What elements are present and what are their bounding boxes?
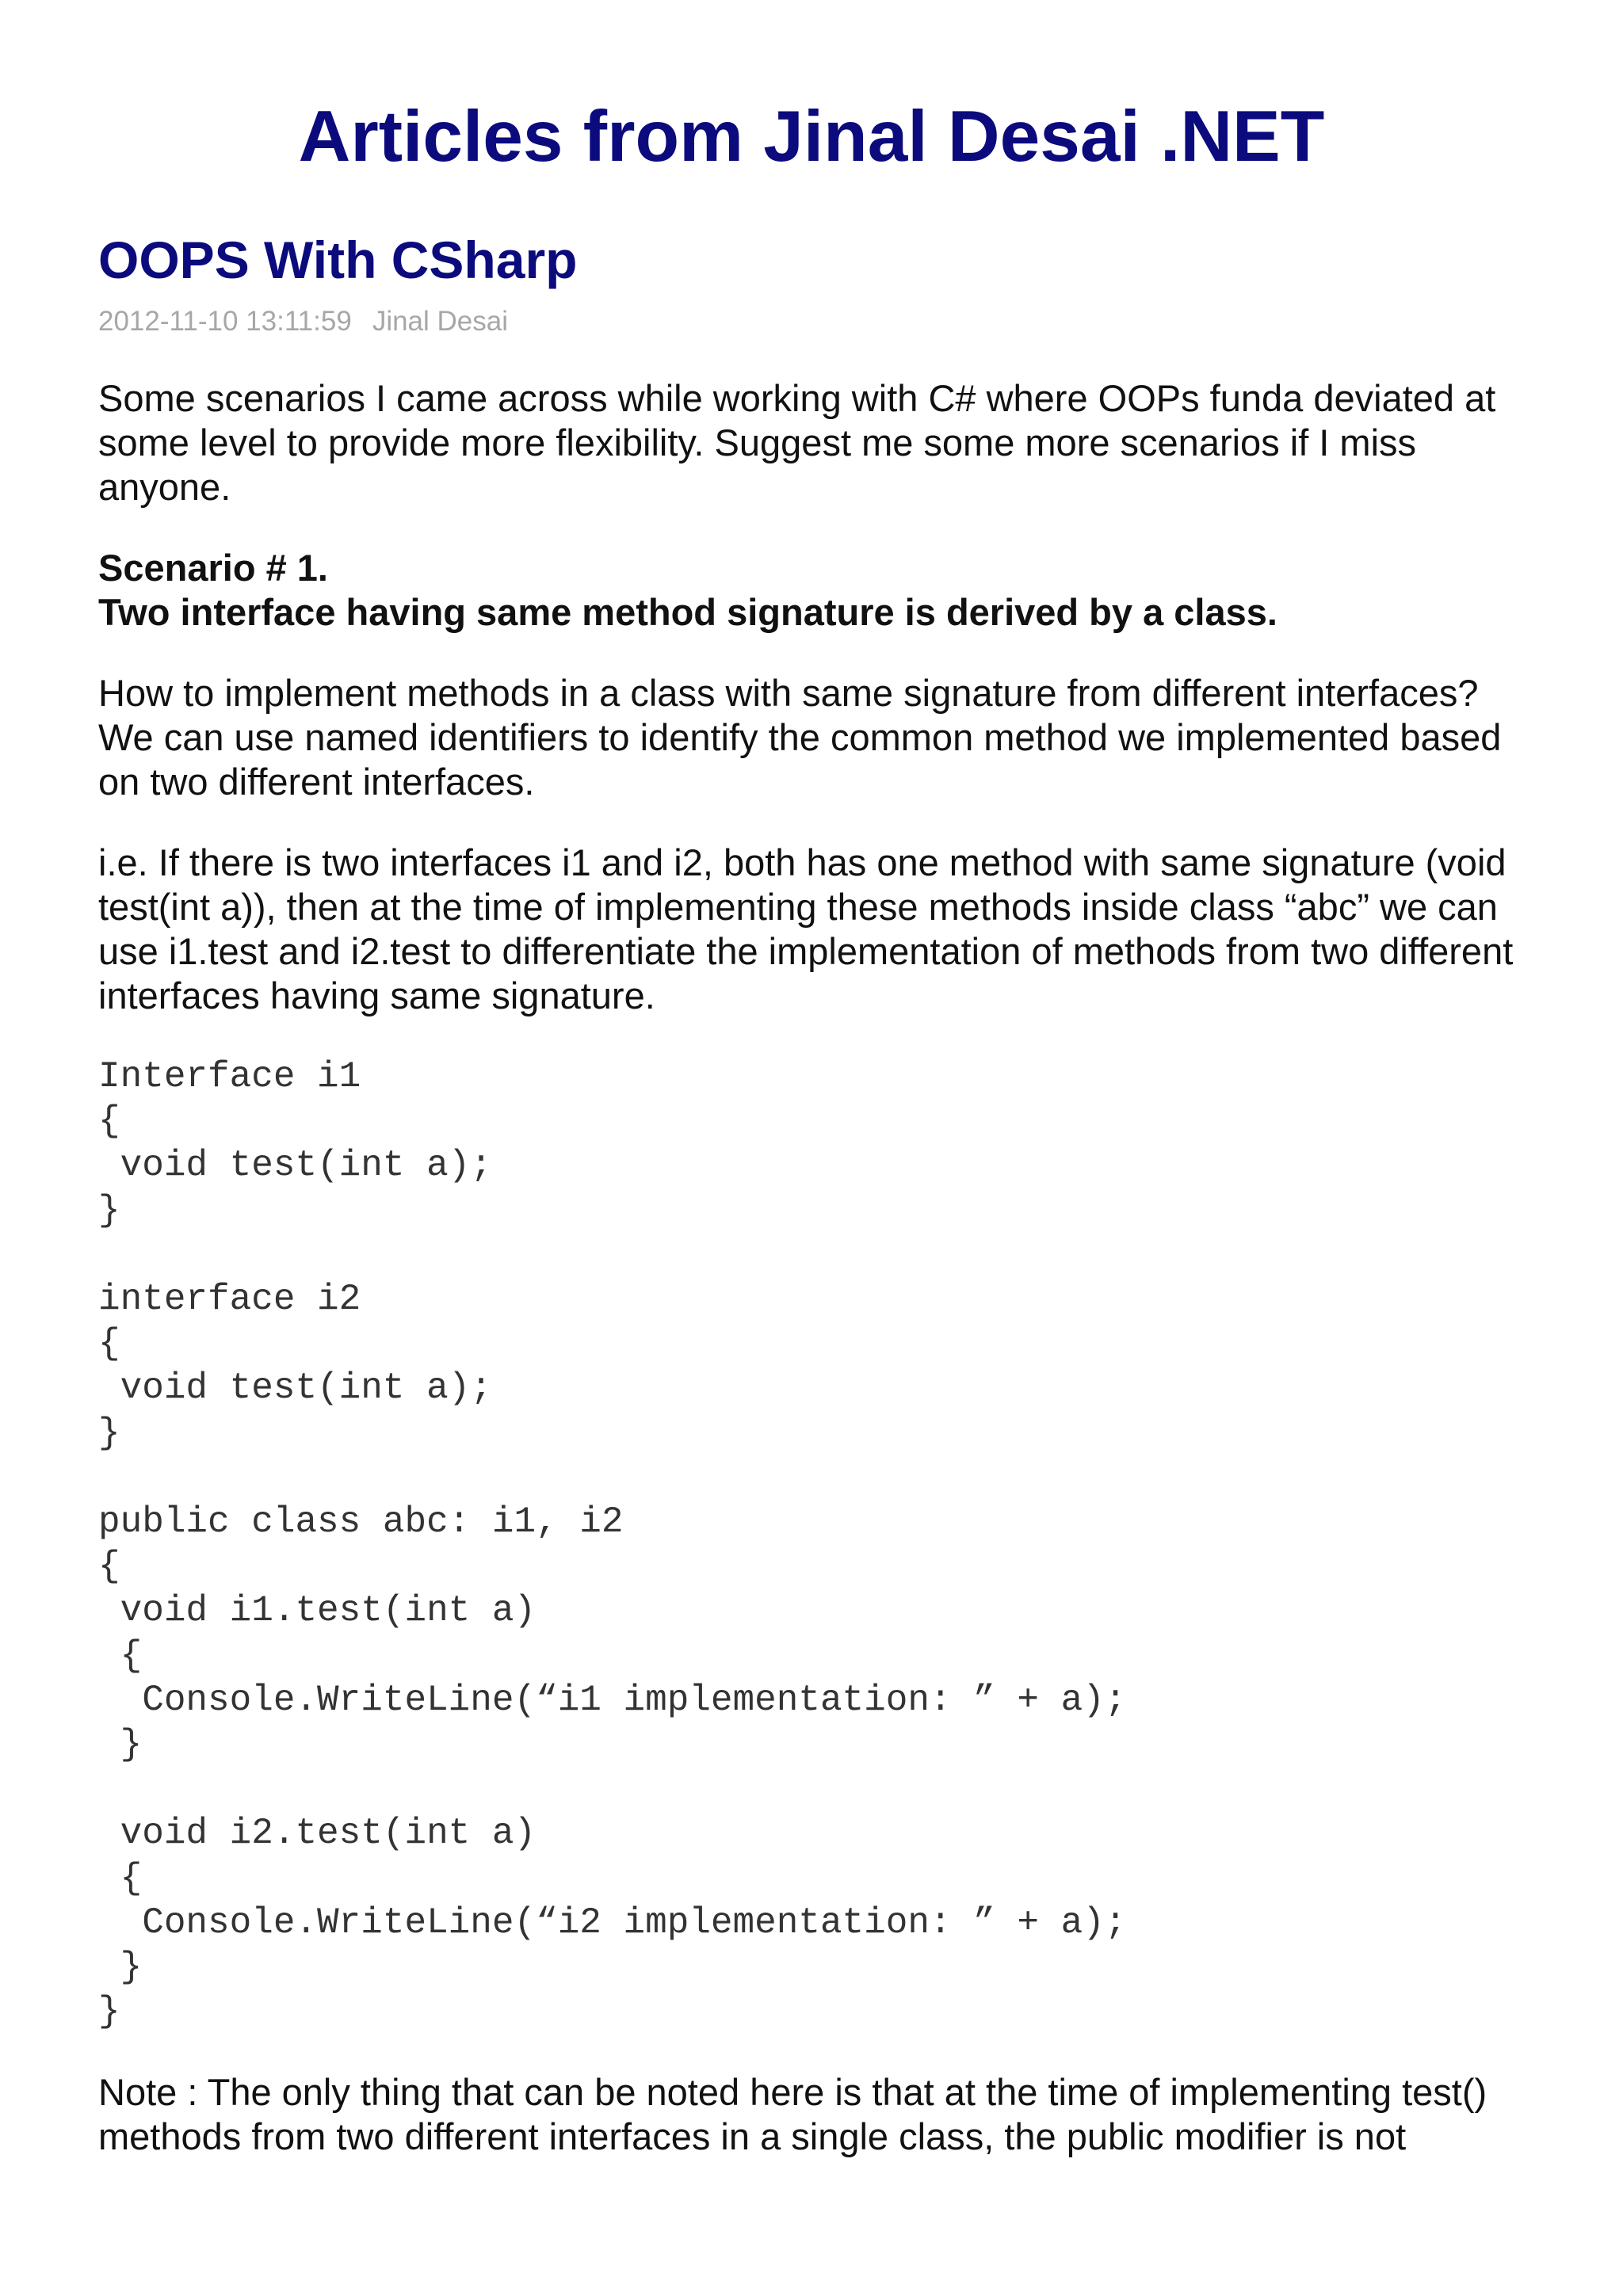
article-date: 2012-11-10 13:11:59	[98, 306, 352, 337]
note-paragraph: Note : The only thing that can be noted here is that at the time of implementing test() methods from two different interfaces in a single class, the public modifier is not	[98, 2071, 1487, 2158]
code-block: Interface i1 { void test(int a); } interface i2 { void test(int a); } public class abc: i1, i2 { void i1.test(int a) { Console.WriteLine(“i1 implementation: ” + a); } void i2.test(int a) { Console.WriteLine(“i2 implementation: ” + a); } }	[98, 1056, 1127, 2033]
scenario-subheading: Two interface having same method signature is derived by a class.	[98, 591, 1277, 633]
question-text: How to implement methods in a class with same signature from different interfaces?	[98, 672, 1479, 714]
article-body	[98, 376, 1541, 2159]
scenario-heading-block	[98, 546, 1541, 635]
article-title: OOPS With CSharp	[98, 231, 578, 289]
question-answer-paragraph	[98, 671, 1541, 804]
answer-text: We can use named identifiers to identify the common method we implemented based on two different interfaces.	[98, 716, 1502, 803]
scenario-heading: Scenario # 1.	[98, 547, 328, 589]
article-meta	[98, 304, 508, 339]
example-paragraph: i.e. If there is two interfaces i1 and i2, both has one method with same signature (void test(int a)), then at the time of implementing these methods inside class “abc” we can use i1.test and i2.test to differentiate the implementation of methods from two different interfaces having same signature.	[98, 841, 1514, 1016]
article-author: Jinal Desai	[372, 306, 509, 337]
intro-paragraph: Some scenarios I came across while working with C# where OOPs funda deviated at some level to provide more flexibility. Suggest me some more scenarios if I miss anyone.	[98, 377, 1496, 508]
site-title: Articles from Jinal Desai .NET	[298, 97, 1325, 177]
